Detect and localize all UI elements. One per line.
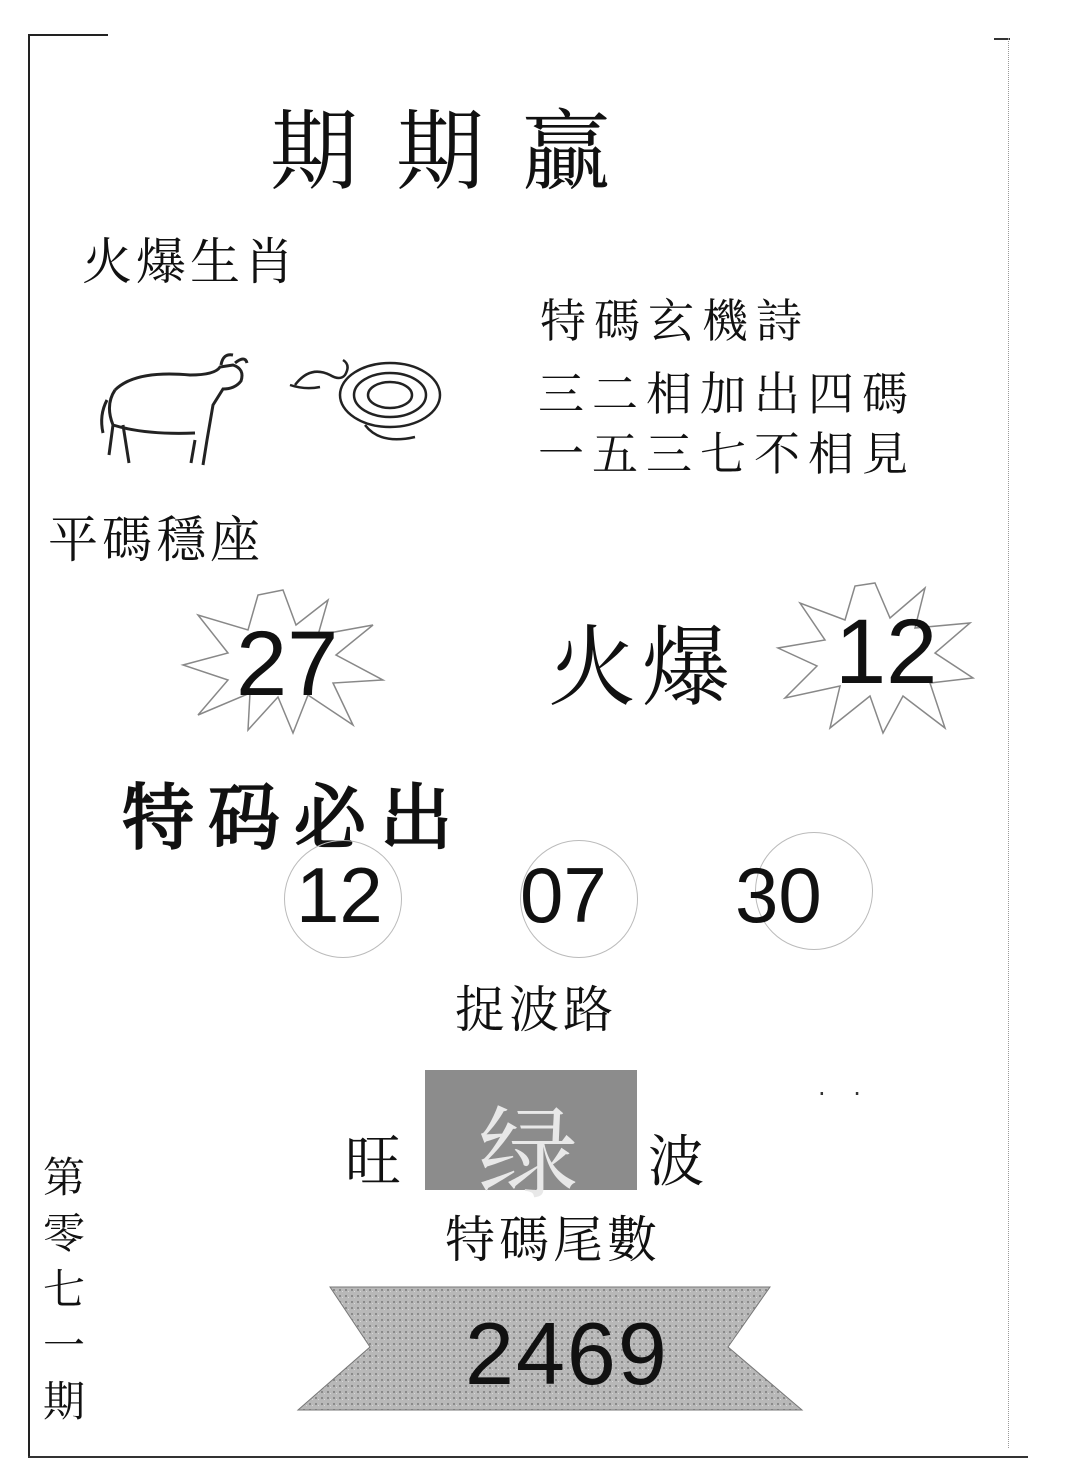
wave-color-word: 绿 xyxy=(478,1096,578,1213)
wave-label: 捉波路 xyxy=(455,981,617,1039)
issue-char: 第 xyxy=(42,1153,85,1202)
issue-char: 七 xyxy=(42,1265,85,1314)
special-number-1: 12 xyxy=(296,851,383,939)
frame-top-border xyxy=(28,34,108,36)
tail-number: 2469 xyxy=(465,1304,669,1403)
special-number-2: 07 xyxy=(520,851,607,939)
frame-left-border xyxy=(28,34,30,1458)
issue-char: 零 xyxy=(42,1209,85,1258)
frame-right-border xyxy=(1008,38,1010,1448)
frame-bottom-border xyxy=(28,1456,1028,1458)
tail-label: 特碼尾數 xyxy=(445,1211,661,1269)
hot-label: 火爆 xyxy=(548,616,737,719)
page-title: 期期贏 xyxy=(270,100,649,203)
hot-zodiac-label: 火爆生肖 xyxy=(82,233,298,291)
ox-icon xyxy=(95,345,250,475)
poem-line-2: 一五三七不相見 xyxy=(538,427,916,481)
wave-prefix: 旺 xyxy=(345,1130,401,1195)
issue-number xyxy=(38,1150,90,1430)
snake-icon xyxy=(285,345,455,450)
issue-char: 期 xyxy=(42,1377,85,1426)
wave-suffix: 波 xyxy=(648,1130,704,1195)
poem-title: 特碼玄機詩 xyxy=(540,294,810,348)
issue-char: 一 xyxy=(42,1321,85,1370)
poem-line-1: 三二相加出四碼 xyxy=(538,367,916,421)
special-number-3: 30 xyxy=(735,851,822,939)
dots-decoration: · · xyxy=(818,1080,871,1108)
hot-number: 12 xyxy=(835,601,938,703)
flat-code-number: 27 xyxy=(236,613,339,715)
flat-code-label: 平碼穩座 xyxy=(48,511,264,569)
special-must-label: 特码必出 xyxy=(122,776,467,860)
